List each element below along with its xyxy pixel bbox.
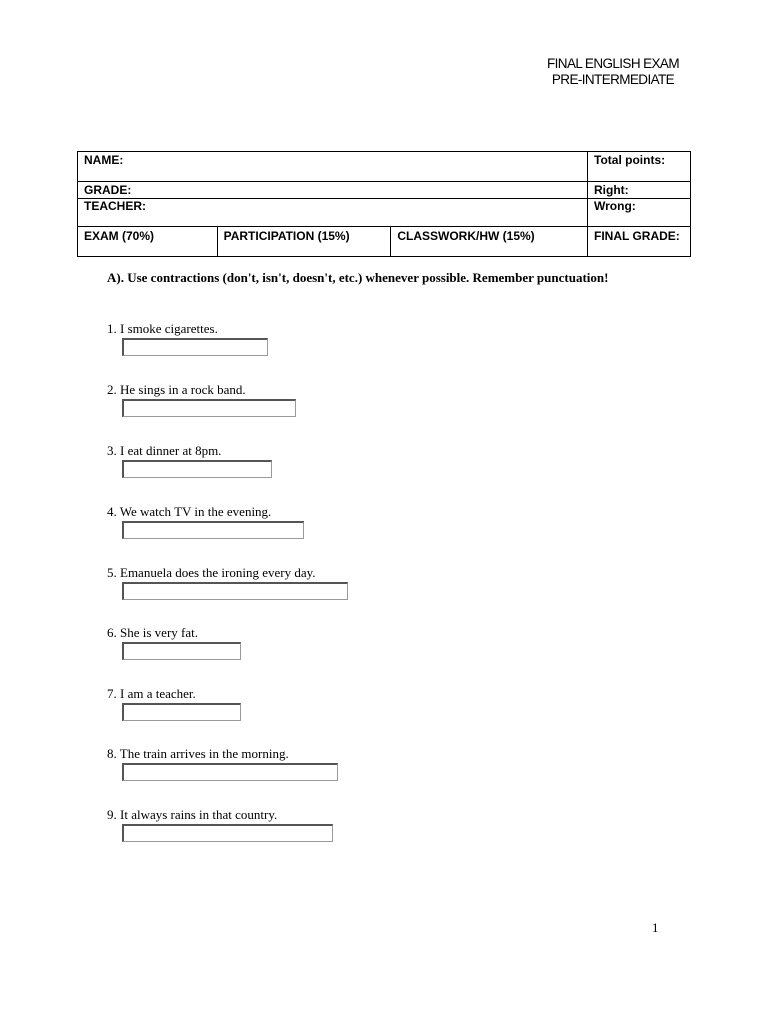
question-text: 5. Emanuela does the ironing every day.	[107, 565, 316, 580]
answer-field-7[interactable]	[122, 703, 241, 721]
question-text: 9. It always rains in that country.	[107, 807, 278, 822]
participation-cell	[217, 227, 391, 257]
answer-field-5[interactable]	[122, 582, 348, 600]
exam-cell	[78, 227, 218, 257]
student-info-table	[77, 151, 691, 257]
name-cell	[78, 152, 588, 182]
question-text: 6. She is very fat.	[107, 625, 198, 640]
question-5	[107, 565, 348, 600]
question-text: 1. I smoke cigarettes.	[107, 321, 218, 336]
classwork-cell	[391, 227, 588, 257]
question-8	[107, 746, 338, 781]
teacher-label: TEACHER:	[78, 198, 587, 214]
grade-teacher-cell	[78, 182, 588, 227]
exam-label: EXAM (70%)	[84, 229, 155, 243]
exam-title: FINAL ENGLISH EXAM	[547, 56, 679, 71]
question-9	[107, 807, 333, 842]
participation-label: PARTICIPATION (15%)	[223, 229, 350, 243]
question-2	[107, 382, 296, 417]
wrong-label: Wrong:	[588, 198, 690, 214]
right-wrong-cell	[588, 182, 691, 227]
question-1	[107, 321, 268, 356]
answer-field-6[interactable]	[122, 642, 241, 660]
question-text: 3. I eat dinner at 8pm.	[107, 443, 222, 458]
final-grade-label: FINAL GRADE:	[594, 229, 680, 243]
answer-field-9[interactable]	[122, 824, 333, 842]
question-text: 2. He sings in a rock band.	[107, 382, 246, 397]
question-7	[107, 686, 241, 721]
question-6	[107, 625, 241, 660]
section-a-instructions: A). Use contractions (don't, isn't, doesn't, etc.) whenever possible. Remember punctuation!	[107, 270, 609, 285]
page-number: 1	[652, 920, 659, 935]
answer-field-2[interactable]	[122, 399, 296, 417]
final-grade-cell	[588, 227, 691, 257]
question-text: 8. The train arrives in the morning.	[107, 746, 289, 761]
total-points-cell	[588, 152, 691, 182]
right-label: Right:	[594, 183, 629, 197]
classwork-label: CLASSWORK/HW (15%)	[397, 229, 535, 243]
answer-field-8[interactable]	[122, 763, 338, 781]
question-text: 4. We watch TV in the evening.	[107, 504, 272, 519]
answer-field-3[interactable]	[122, 460, 272, 478]
exam-header	[500, 56, 726, 88]
name-label: NAME:	[84, 153, 124, 167]
grade-label: GRADE:	[84, 183, 132, 197]
exam-level: PRE-INTERMEDIATE	[551, 72, 675, 87]
question-text: 7. I am a teacher.	[107, 686, 196, 701]
answer-field-1[interactable]	[122, 338, 268, 356]
answer-field-4[interactable]	[122, 521, 304, 539]
question-3	[107, 443, 272, 478]
question-4	[107, 504, 304, 539]
total-points-label: Total points:	[594, 153, 666, 167]
